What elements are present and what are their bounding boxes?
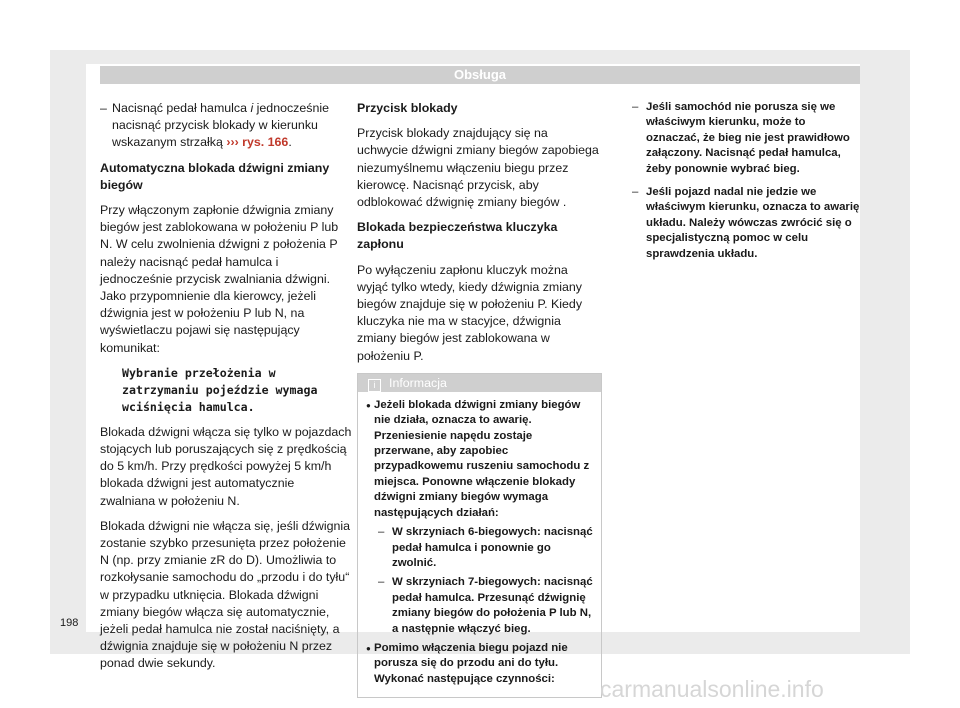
info-bullet-text: Pomimo włączenia biegu pojazd nie porusza się do przodu ani do tyłu. Wykonać następujące czynności: [374, 641, 568, 685]
dash-marker: – [378, 576, 385, 589]
instruction-text: Jeśli samochód nie porusza się we właściwym kierunku, może to oznaczać, że bieg nie jest prawidłowo załączony. Nacisnąć pedał hamulca, żeby ponownie wybrać bieg. [646, 101, 850, 175]
info-bullet [366, 641, 593, 687]
info-subitem-text: W skrzyniach 6-biegowych: nacisnąć pedał hamulca i ponownie go zwolnić. [392, 526, 593, 569]
column-right [618, 100, 860, 270]
info-box-header [358, 374, 601, 392]
bullet-marker: ● [366, 643, 371, 653]
info-subitem-text: W skrzyniach 7-biegowych: nacisnąć pedał hamulca. Przesunąć dźwignię zmiany biegów do położenia P lub N, a następnie włączyć bieg. [392, 576, 593, 635]
info-bullet-text: Jeżeli blokada dźwigni zmiany biegów nie działa, oznacza to awarię. Przeniesienie napędu zostaje przerwane, aby zapobiec przypadkowemu ruszeniu samochodu z miejsca. Ponowne włączenie blokady dźwigni zmiany biegów wymaga następujących działań: [374, 398, 590, 519]
column-middle [357, 100, 602, 698]
instruction-text: Nacisnąć pedał hamulca [112, 101, 251, 115]
info-icon: i [368, 379, 381, 392]
watermark: carmanualsonline.info [600, 676, 824, 702]
figure-reference-link[interactable]: rys. 166 [238, 135, 289, 150]
info-subitem [366, 525, 593, 571]
section-heading: Automatyczna blokada dźwigni zmiany biegów [100, 160, 330, 192]
column-left [100, 100, 352, 681]
instruction-italic: i [250, 101, 254, 115]
instruction-item [618, 100, 860, 177]
dash-marker: – [378, 526, 385, 539]
reference-arrow-icon[interactable]: ››› [226, 135, 239, 150]
section-heading: Blokada bezpieczeństwa kluczyka zapłonu [357, 220, 558, 252]
section-title: Obsługa [453, 67, 506, 82]
bullet-marker: ● [366, 400, 371, 410]
instruction-text: Jeśli pojazd nadal nie jedzie we właściwym kierunku, oznacza to awarię układu. Należy wówczas zwrócić się o specjalistyczną pomoc w celu sprawdzenia układu. [646, 186, 860, 260]
display-message: Wybranie przełożenia w zatrzymaniu pojeździe wymaga wciśnięcia hamulca. [122, 365, 318, 414]
page-number: 198 [60, 617, 79, 629]
instruction-end: . [288, 135, 292, 150]
paragraph: Blokada dźwigni włącza się tylko w pojazdach stojących lub poruszających się z prędkością do 5 km/h. Przy prędkości powyżej 5 km/h blokada dźwigni jest automatycznie zwalniana w położeniu N. [100, 424, 352, 508]
info-box-body [358, 392, 601, 697]
paragraph: Blokada dźwigni nie włącza się, jeśli dźwignia zostanie szybko przesunięta przez położenie N (np. przy zmianie zR do D). Umożliwia to rozkołysanie samochodu do „przodu i do tyłu“ w przypadku utknięcia. Blokada dźwigni zmiany biegów włącza się automatycznie, jeżeli pedał hamulca nie został naciśnięty, a dźwignia znajduje się w położeniu N przez ponad dwie sekundy. [100, 518, 351, 671]
instruction-text-cont: jednocześnie nacisnąć przycisk blokady w kierunku wskazanym strzałką [112, 101, 329, 150]
paragraph: Przy włączonym zapłonie dźwignia zmiany biegów jest zablokowana w położeniu P lub N. W celu zwolnienia dźwigni z położenia P należy nacisnąć pedał hamulca i jednocześnie przycisk zwalniania dźwigni. Jako przypomnienie dla kierowcy, jeżeli dźwignia jest w położeniu P lub N, na wyświetlaczu pojawi się następujący komunikat: [100, 203, 339, 355]
info-box [357, 373, 602, 698]
instruction-item [618, 185, 860, 262]
dash-marker: – [632, 186, 639, 199]
instruction-item [100, 100, 352, 152]
dash-marker: – [632, 101, 639, 113]
section-header [100, 66, 860, 84]
section-heading: Przycisk blokady [357, 101, 458, 115]
info-title: Informacja [389, 375, 447, 390]
paragraph: Po wyłączeniu zapłonu kluczyk można wyjąć tylko wtedy, kiedy dźwignia zmiany biegów znajduje się w położeniu P. Kiedy kluczyka nie ma w stacyjce, dźwignia zmiany biegów jest zablokowana w położeniu P. [357, 262, 583, 363]
paragraph: Przycisk blokady znajdujący się na uchwycie dźwigni zmiany biegów zapobiega niezumyślnemu włączeniu biegu przez kierowcę. Nacisnąć przycisk, aby odblokować dźwignię zmiany biegów . [357, 126, 599, 210]
info-subitem [366, 575, 593, 637]
info-bullet [366, 398, 593, 521]
dash-marker: – [100, 101, 107, 115]
